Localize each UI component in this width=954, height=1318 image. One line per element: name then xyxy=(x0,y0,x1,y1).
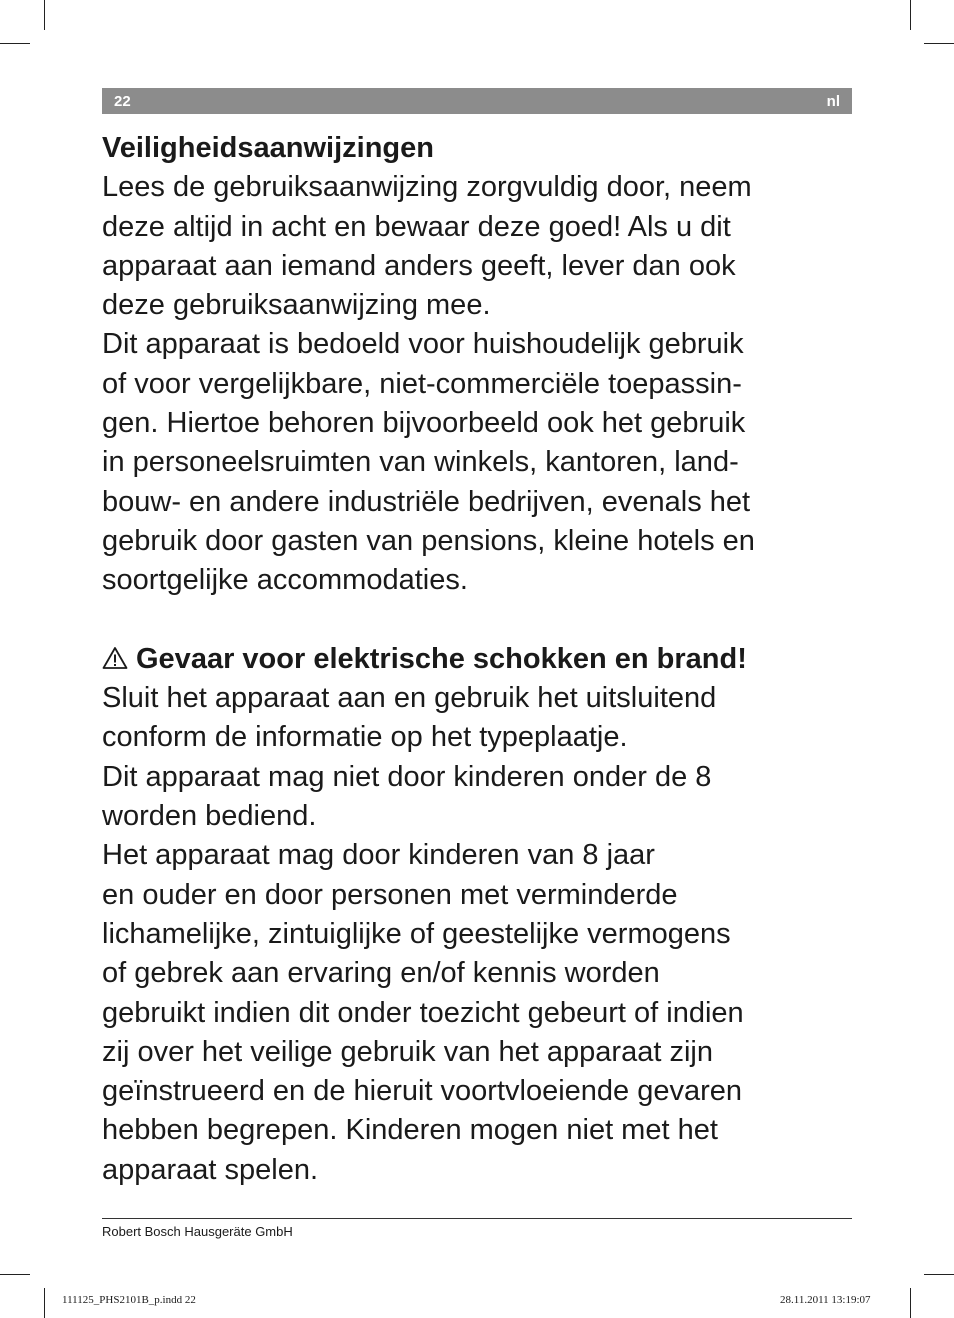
warning-heading xyxy=(102,640,862,679)
warning-heading-text: Gevaar voor elektrische schokken en brand! xyxy=(136,642,747,675)
text-line: Het apparaat mag door kinderen van 8 jaar xyxy=(102,839,655,872)
text-line: Lees de gebruiksaanwijzing zorgvuldig door, neem xyxy=(102,171,752,204)
text-line: worden bediend. xyxy=(102,800,317,833)
footer-divider xyxy=(102,1218,852,1219)
crop-mark xyxy=(44,0,45,30)
crop-mark xyxy=(910,0,911,30)
text-line: Dit apparaat mag niet door kinderen onder de 8 xyxy=(102,760,712,793)
crop-mark xyxy=(0,1274,30,1275)
text-line: deze altijd in acht en bewaar deze goed! Als u dit xyxy=(102,210,731,243)
crop-mark xyxy=(924,1274,954,1275)
document-body xyxy=(102,129,862,1190)
text-line: deze gebruiksaanwijzing mee. xyxy=(102,289,491,322)
text-line: en ouder en door personen met verminderde xyxy=(102,878,678,911)
paragraph-connection xyxy=(102,679,862,758)
text-line: gebruikt indien dit onder toezicht gebeurt of indien xyxy=(102,996,744,1029)
text-line: soortgelijke accommodaties. xyxy=(102,564,468,597)
crop-mark xyxy=(0,43,30,44)
slug-filename: 111125_PHS2101B_p.indd 22 xyxy=(62,1294,196,1306)
text-line: gebruik door gasten van pensions, kleine hotels en xyxy=(102,524,755,557)
text-line: zij over het veilige gebruik van het apparaat zijn xyxy=(102,1035,713,1068)
text-line: in personeelsruimten van winkels, kantoren, land- xyxy=(102,446,739,479)
page-number: 22 xyxy=(114,92,131,110)
crop-mark xyxy=(44,1288,45,1318)
spacer xyxy=(102,601,862,640)
language-code: nl xyxy=(826,92,840,110)
paragraph-instructions xyxy=(102,168,862,325)
warning-triangle-icon xyxy=(102,640,128,679)
text-line: of voor vergelijkbare, niet-commerciële toepassin- xyxy=(102,367,742,400)
text-line: apparaat spelen. xyxy=(102,1153,319,1186)
text-line: apparaat aan iemand anders geeft, lever dan ook xyxy=(102,249,736,282)
crop-mark xyxy=(924,43,954,44)
text-line: gen. Hiertoe behoren bijvoorbeeld ook het gebruik xyxy=(102,407,746,440)
text-line: lichamelijke, zintuiglijke of geestelijke vermogens xyxy=(102,917,731,950)
paragraph-children-restriction xyxy=(102,758,862,837)
page-header-bar xyxy=(102,88,852,114)
slug-timestamp: 28.11.2011 13:19:07 xyxy=(780,1294,871,1306)
section-title: Veiligheidsaanwijzingen xyxy=(102,132,434,164)
footer-company: Robert Bosch Hausgeräte GmbH xyxy=(102,1224,293,1239)
text-line: of gebrek aan ervaring en/of kennis worden xyxy=(102,957,660,990)
paragraph-supervision xyxy=(102,836,862,1190)
text-line: Dit apparaat is bedoeld voor huishoudelijk gebruik xyxy=(102,328,744,361)
crop-mark xyxy=(910,1288,911,1318)
text-line: hebben begrepen. Kinderen mogen niet met het xyxy=(102,1114,718,1147)
text-line: geïnstrueerd en de hieruit voortvloeiende gevaren xyxy=(102,1075,743,1108)
text-line: Sluit het apparaat aan en gebruik het uitsluitend xyxy=(102,682,717,715)
paragraph-intended-use xyxy=(102,325,862,600)
text-line: bouw- en andere industriële bedrijven, evenals het xyxy=(102,485,751,518)
text-line: conform de informatie op het typeplaatje. xyxy=(102,721,628,754)
